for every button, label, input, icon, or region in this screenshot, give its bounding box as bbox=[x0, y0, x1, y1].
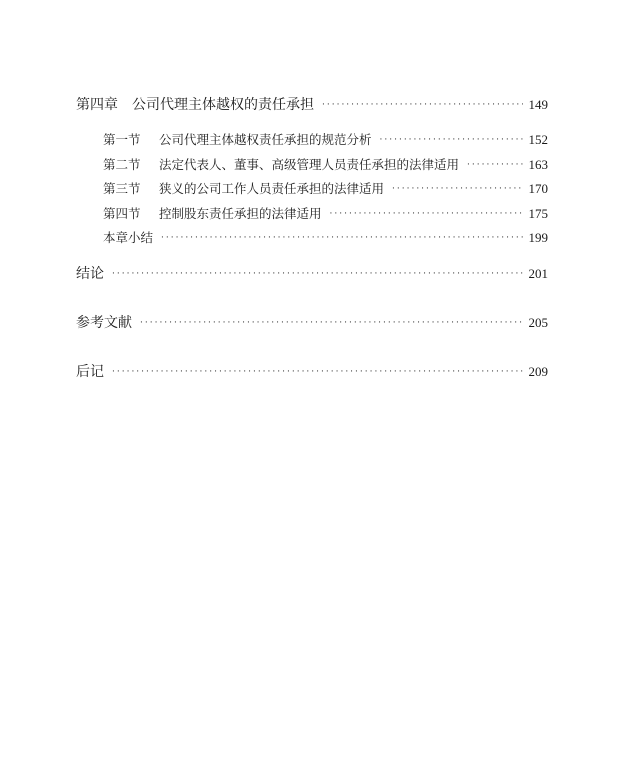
page-number: 163 bbox=[528, 156, 548, 172]
dot-leader bbox=[112, 367, 523, 377]
references-title: 参考文献 bbox=[76, 314, 132, 331]
dot-leader bbox=[380, 135, 523, 145]
summary-title: 本章小结 bbox=[103, 230, 154, 245]
section-title bbox=[103, 204, 322, 222]
section-number: 第一节 bbox=[103, 132, 141, 147]
section-name: 法定代表人、董事、高级管理人员责任承担的法律适用 bbox=[159, 156, 460, 172]
toc-entry-section-4[interactable] bbox=[76, 204, 548, 229]
postscript-title: 后记 bbox=[76, 363, 104, 380]
page-number: 170 bbox=[528, 181, 548, 196]
page-number: 152 bbox=[528, 132, 548, 147]
table-of-contents bbox=[76, 94, 548, 383]
conclusion-title: 结论 bbox=[76, 265, 104, 282]
dot-leader bbox=[161, 233, 522, 243]
toc-entry-conclusion[interactable] bbox=[76, 263, 548, 285]
section-name: 狭义的公司工作人员责任承担的法律适用 bbox=[159, 181, 385, 196]
dot-leader bbox=[392, 184, 522, 194]
toc-entry-references[interactable] bbox=[76, 312, 548, 334]
section-name: 公司代理主体越权责任承担的规范分析 bbox=[159, 132, 372, 147]
dot-leader bbox=[140, 318, 523, 328]
toc-entry-chapter-4[interactable] bbox=[76, 94, 548, 116]
section-title bbox=[103, 179, 384, 197]
section-number: 第三节 bbox=[103, 181, 141, 196]
page-number: 199 bbox=[528, 230, 548, 245]
toc-entry-section-3[interactable] bbox=[76, 179, 548, 204]
toc-entry-postscript[interactable] bbox=[76, 361, 548, 383]
chapter-title bbox=[76, 94, 314, 114]
page-number: 201 bbox=[528, 265, 548, 281]
page-number: 209 bbox=[528, 363, 548, 379]
chapter-number: 第四章 bbox=[76, 97, 118, 113]
section-name: 控制股东责任承担的法律适用 bbox=[159, 205, 322, 221]
page-number: 175 bbox=[528, 205, 548, 221]
dot-leader bbox=[322, 100, 523, 110]
section-title bbox=[103, 130, 372, 148]
dot-leader bbox=[467, 160, 522, 170]
dot-leader bbox=[330, 209, 523, 219]
dot-leader bbox=[112, 269, 523, 279]
toc-entry-section-2[interactable] bbox=[76, 155, 548, 180]
section-title bbox=[103, 155, 459, 173]
toc-entry-section-1[interactable] bbox=[76, 130, 548, 155]
page-number: 205 bbox=[528, 314, 548, 330]
chapter-name: 公司代理主体越权的责任承担 bbox=[132, 97, 314, 113]
toc-entry-chapter-summary[interactable] bbox=[76, 228, 548, 253]
section-number: 第二节 bbox=[103, 156, 141, 172]
section-number: 第四节 bbox=[103, 205, 141, 221]
page-number: 149 bbox=[528, 97, 548, 112]
